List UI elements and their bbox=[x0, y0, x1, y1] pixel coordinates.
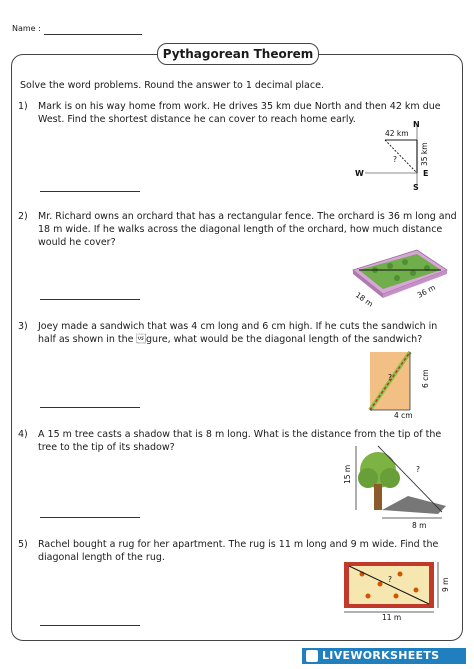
question-number: 2) bbox=[18, 211, 28, 222]
fig4-label-15m: 15 m bbox=[343, 464, 352, 484]
question-number: 4) bbox=[18, 429, 28, 440]
answer-line-4[interactable] bbox=[40, 517, 140, 518]
instructions: Solve the word problems. Round the answer to 1 decimal place. bbox=[20, 80, 324, 91]
liveworksheets-logo-icon bbox=[306, 650, 318, 662]
fig1-label-n: N bbox=[413, 120, 420, 129]
fig5-label-9m: 9 m bbox=[441, 577, 450, 592]
rug-figure bbox=[340, 560, 450, 620]
name-label: Name : bbox=[12, 24, 41, 33]
answer-line-1[interactable] bbox=[40, 191, 140, 192]
answer-line-3[interactable] bbox=[40, 407, 140, 408]
answer-line-5[interactable] bbox=[40, 625, 140, 626]
question-number: 5) bbox=[18, 539, 28, 550]
fig2-label-36m: 36 m bbox=[415, 282, 437, 300]
fig5-label-q: ? bbox=[388, 575, 392, 584]
name-field[interactable] bbox=[44, 34, 142, 35]
fig1-label-w: W bbox=[355, 169, 364, 178]
fig5-label-11m: 11 m bbox=[382, 613, 402, 622]
fig2-label-18m: 18 m bbox=[353, 290, 375, 309]
sandwich-figure bbox=[368, 346, 448, 418]
fig4-label-q: ? bbox=[416, 465, 420, 474]
question-text: Joey made a sandwich that was 4 cm long and 6 cm high. If he cuts the sandwich in half as shown in the gure, what would be the diagonal length of the sandwich? bbox=[38, 321, 438, 345]
question-text: Mr. Richard owns an orchard that has a rectangular fence. The orchard is 36 m long and 18 m wide. If he walks across the diagonal length of the orchard, how much distance would he cover? bbox=[38, 211, 457, 248]
question-text: A 15 m tree casts a shadow that is 8 m long. What is the distance from the tip of the tree to the tip of its shadow? bbox=[38, 429, 442, 453]
question-number: 3) bbox=[18, 321, 28, 332]
fig1-label-35km: 35 km bbox=[420, 142, 429, 166]
question-text: Rachel bought a rug for her apartment. The rug is 11 m long and 9 m wide. Find the diagonal length of the rug. bbox=[38, 539, 439, 563]
footer-brand: LIVEWORKSHEETS bbox=[322, 649, 440, 662]
fig3-label-4cm: 4 cm bbox=[394, 411, 413, 420]
fig3-label-q: ? bbox=[388, 373, 392, 382]
tree-figure bbox=[342, 440, 458, 530]
page-title: Pythagorean Theorem bbox=[157, 43, 319, 65]
fig3-label-6cm: 6 cm bbox=[421, 369, 430, 388]
fig1-label-42km: 42 km bbox=[385, 129, 409, 138]
answer-line-2[interactable] bbox=[40, 299, 140, 300]
fig1-label-q: ? bbox=[393, 155, 397, 164]
fig1-label-e: E bbox=[423, 169, 429, 178]
question-number: 1) bbox=[18, 101, 28, 112]
footer-banner[interactable] bbox=[302, 648, 466, 664]
orchard-figure bbox=[345, 248, 455, 308]
question-text: Mark is on his way home from work. He drives 35 km due North and then 42 km due West. Find the shortest distance he can cover to reach home early. bbox=[38, 101, 441, 125]
compass-figure bbox=[355, 118, 435, 190]
fig4-label-8m: 8 m bbox=[412, 521, 427, 530]
fig1-label-s: S bbox=[413, 183, 419, 192]
